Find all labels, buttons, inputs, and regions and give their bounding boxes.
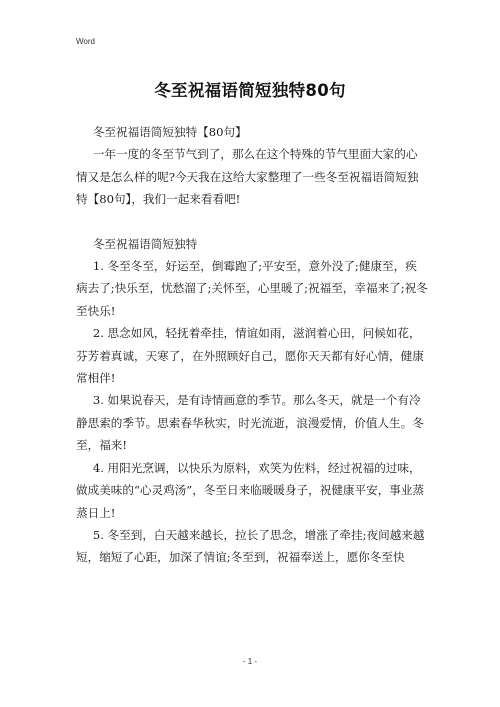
list-item: 5. 冬至到，白天越来越长，拉长了思念，增涨了牵挂;夜间越来越短，缩短了心距，加深了情谊;冬至到，祝福奉送上，愿你冬至快 bbox=[76, 527, 425, 565]
intro-paragraph: 一年一度的冬至节气到了，那么在这个特殊的节气里面大家的心情又是怎么样的呢?今天我在这给大家整理了一些冬至祝福语简短独特【80句】，我们一起来看看吧! bbox=[76, 147, 419, 207]
list-item: 2. 思念如风，轻抚着牵挂，情谊如雨，滋润着心田，问候如花，芬芳着真诚，天寒了，在外照顾好自己，愿你天天都有好心情，健康常相伴! bbox=[76, 326, 424, 386]
intro-heading: 冬至祝福语简短独特【80句】 bbox=[92, 125, 247, 139]
header-app-label: Word bbox=[76, 37, 95, 46]
document-title: 冬至祝福语简短独特80句 bbox=[154, 81, 346, 100]
section-heading: 冬至祝福语简短独特 bbox=[92, 236, 198, 251]
list-item: 3. 如果说春天，是有诗情画意的季节。那么冬天，就是一个有冷静思索的季节。思索春华秋实，时光流逝，浪漫爱情，价值人生。冬至，福来! bbox=[76, 393, 424, 453]
list-item: 1. 冬至冬至，好运至，倒霉跑了;平安至，意外没了;健康至，疾病去了;快乐至，忧愁溜了;关怀至，心里暖了;祝福至，幸福来了;祝冬至快乐! bbox=[76, 259, 428, 318]
list-item: 4. 用阳光烹调，以快乐为原料，欢笑为佐料，经过祝福的过味，做成美味的“心灵鸡汤”，冬至日来临暖暖身子，祝健康平安，事业蒸蒸日上! bbox=[76, 460, 425, 520]
page-number: - 1 - bbox=[242, 657, 258, 666]
document-body bbox=[76, 121, 428, 569]
